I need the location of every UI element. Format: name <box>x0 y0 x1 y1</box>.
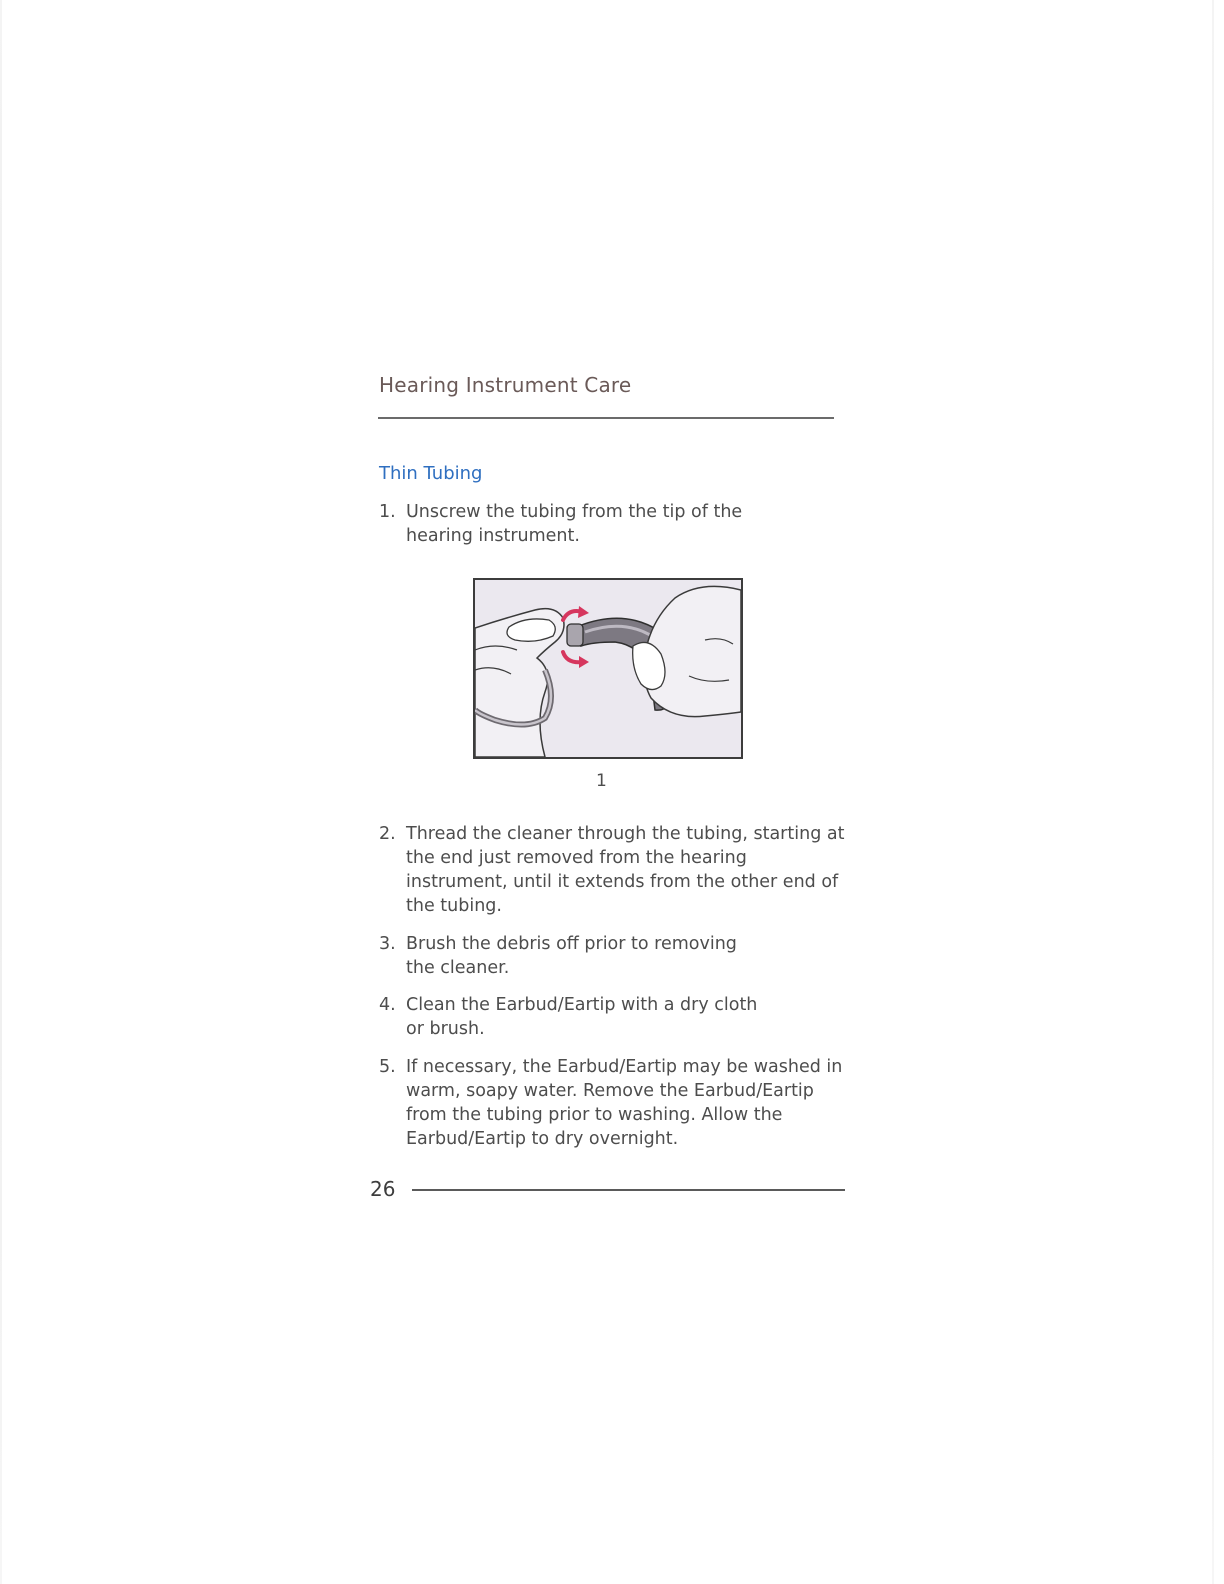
step-text: Clean the Earbud/Eartip with a dry cloth or brush. <box>406 995 758 1039</box>
step-1 <box>379 500 849 548</box>
scan-edge-right <box>1212 0 1214 1584</box>
step-text: Brush the debris off prior to removing the cleaner. <box>406 934 737 978</box>
figure-unscrew-tubing <box>473 578 743 759</box>
step-4 <box>379 993 849 1041</box>
step-2 <box>379 822 849 918</box>
step-number: 1. <box>379 502 396 522</box>
step-text: If necessary, the Earbud/Eartip may be washed in warm, soapy water. Remove the Earbud/Eartip from the tubing prior to washing. Allow the Earbud/Eartip to dry overnight. <box>406 1057 843 1149</box>
hands-unscrewing-tubing-illustration <box>475 580 741 757</box>
step-3 <box>379 932 849 980</box>
title-divider <box>378 417 834 419</box>
step-text: Thread the cleaner through the tubing, starting at the end just removed from the hearing instrument, until it extends from the other end of the tubing. <box>406 824 845 916</box>
subheading-thin-tubing: Thin Tubing <box>379 463 483 484</box>
figure-label: 1 <box>596 771 607 791</box>
step-number: 3. <box>379 934 396 954</box>
page-number: 26 <box>370 1177 396 1201</box>
step-number: 5. <box>379 1057 396 1077</box>
section-title: Hearing Instrument Care <box>379 373 632 397</box>
step-number: 4. <box>379 995 396 1015</box>
step-5 <box>379 1055 849 1151</box>
step-text: Unscrew the tubing from the tip of the hearing instrument. <box>406 502 743 546</box>
step-number: 2. <box>379 824 396 844</box>
footer-divider <box>412 1189 845 1191</box>
scan-edge-left <box>0 0 2 1584</box>
